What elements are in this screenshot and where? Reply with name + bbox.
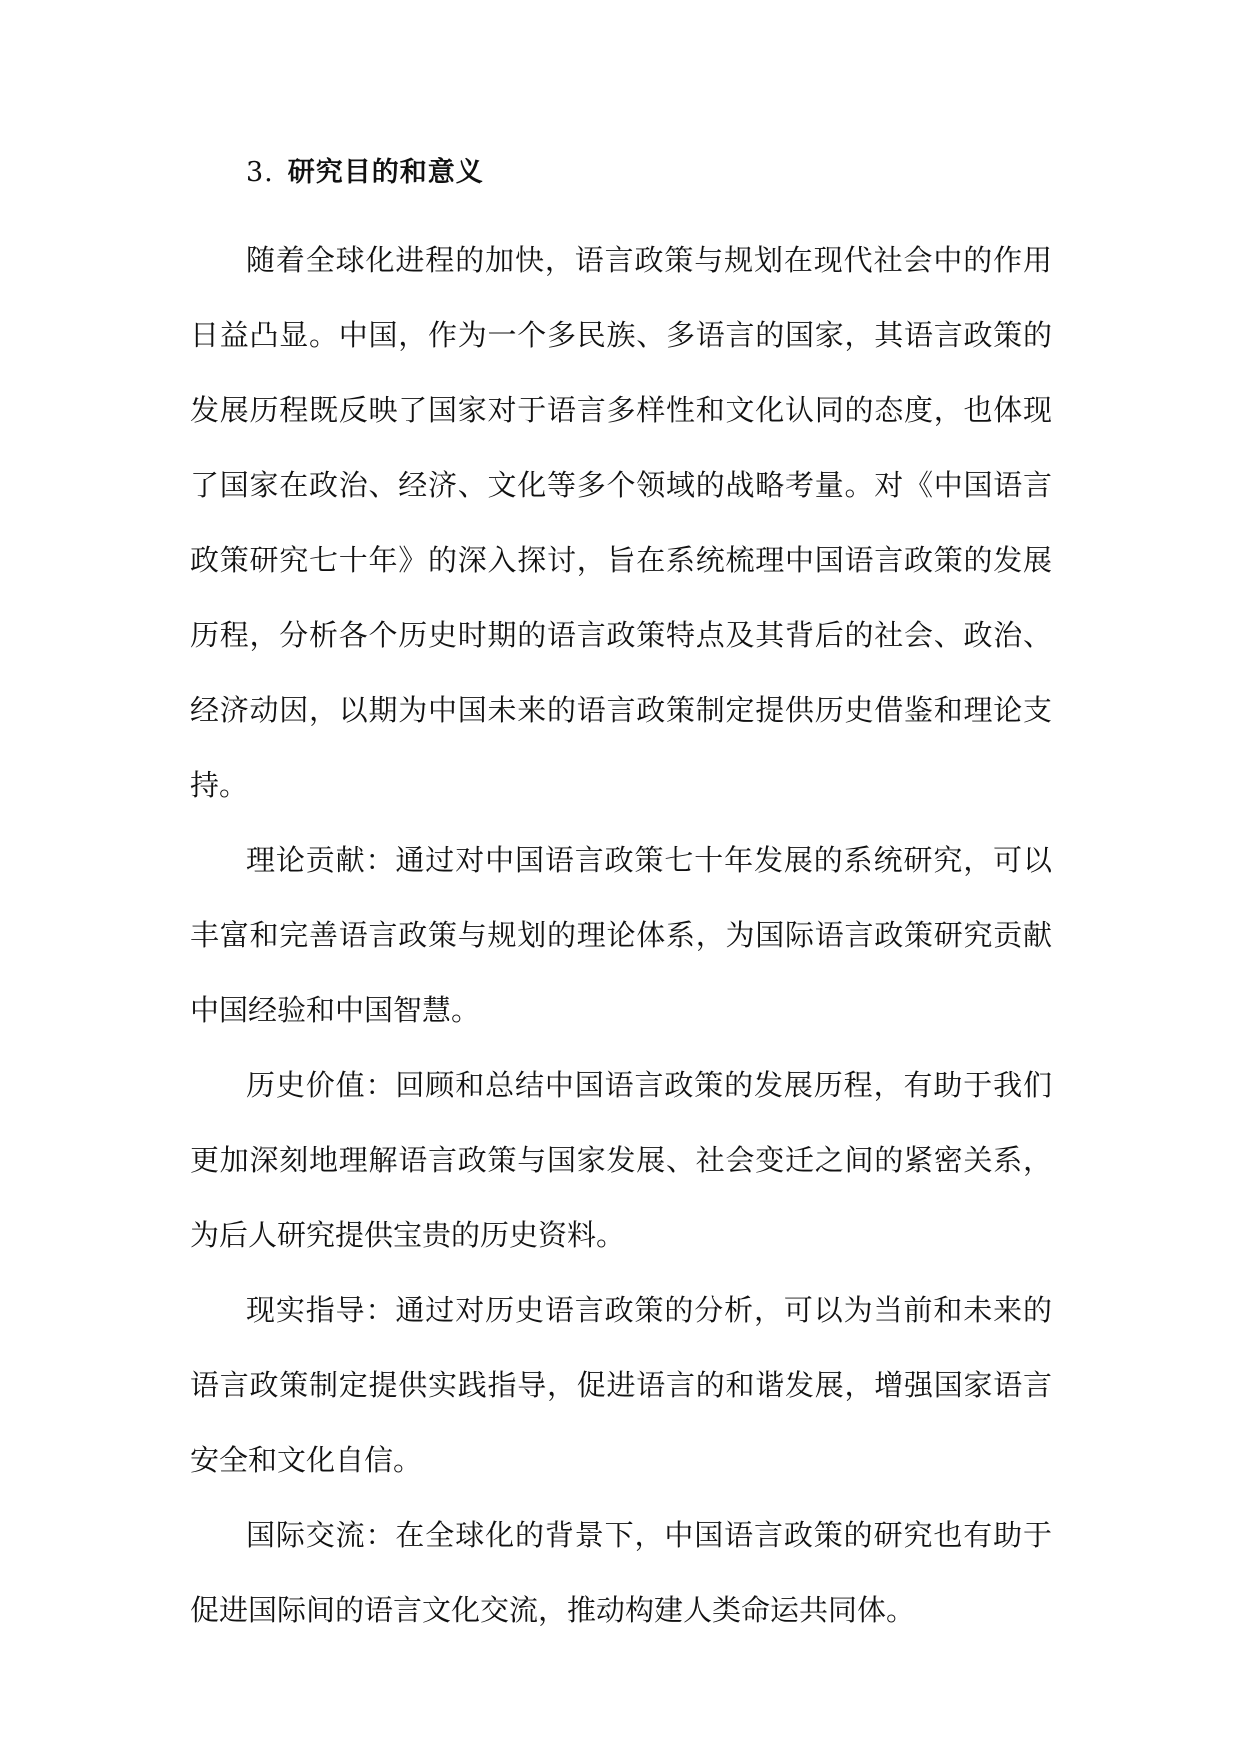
document-page — [190, 148, 1052, 1648]
section-number: 3. — [246, 157, 274, 188]
paragraph-purpose: 随着全球化进程的加快，语言政策与规划在现代社会中的作用日益凸显。中国，作为一个多民族、多语言的国家，其语言政策的发展历程既反映了国家对于语言多样性和文化认同的态度，也体现了国家在政治、经济、文化等多个领域的战略考量。对《中国语言政策研究七十年》的深入探讨，旨在系统梳理中国语言政策的发展历程，分析各个历史时期的语言政策特点及其背后的社会、政治、经济动因，以期为中国未来的语言政策制定提供历史借鉴和理论支持。 — [190, 243, 1052, 802]
paragraph-practical-guidance: 现实指导：通过对历史语言政策的分析，可以为当前和未来的语言政策制定提供实践指导，促进语言的和谐发展，增强国家语言安全和文化自信。 — [190, 1293, 1052, 1477]
paragraph-international-exchange: 国际交流：在全球化的背景下，中国语言政策的研究也有助于促进国际间的语言文化交流，推动构建人类命运共同体。 — [190, 1518, 1052, 1627]
paragraph-historical-value: 历史价值：回顾和总结中国语言政策的发展历程，有助于我们更加深刻地理解语言政策与国家发展、社会变迁之间的紧密关系，为后人研究提供宝贵的历史资料。 — [190, 1068, 1052, 1252]
section-title: 研究目的和意义 — [287, 157, 484, 188]
paragraph-theoretical-contribution: 理论贡献：通过对中国语言政策七十年发展的系统研究，可以丰富和完善语言政策与规划的理论体系，为国际语言政策研究贡献中国经验和中国智慧。 — [190, 843, 1052, 1027]
section-heading — [190, 148, 1052, 198]
